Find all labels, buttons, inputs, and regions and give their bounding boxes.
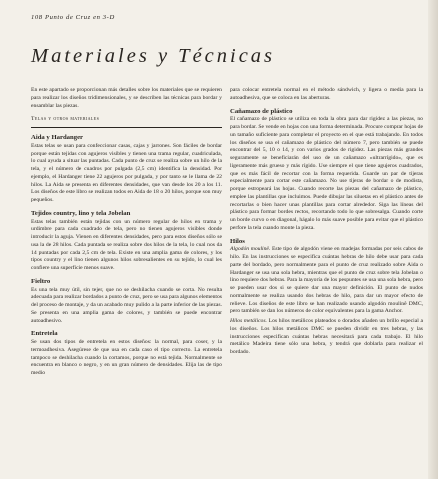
hilos-lead: Algodón moulinê. [230,246,271,253]
carton-paragraph: El cañamazo de plástico se utiliza en toda la obra para dar rigidez a las piezas, no para bordar. Se vende en hojas con una forma determinada. Procure comprar hojas de un tamaño suficiente para completar el proyecto en el que está trabajando. En todos los diseños se usa el cañamazo de plástico del número 7, pero también se puede encontrar del 5, 10 o 14, y con varios grados de rigidez. Las piezas más grandes seguramente se beneficiarán del uso de un cañamazo «ultrarrígido», que es ligeramente más grueso y más rígido. Use siempre el que tiene agujeros cuadrados, que es más fácil de recortar con la forma requerida. Guarde un par de tijeras especialmente para cortar este cañamazo. No use tijeras de bordar o de modista, porque estropeará las hojas. Cuando recorte las piezas del cañamazo de plástico, emplee las plantillas que incluimos. Puede dibujar las siluetas en el plástico antes de recortarlas o bien hacer unas plantillas para cortar alrededor. Siga las líneas del plástico para formar bordes rectos, recortando todo lo que sobresalga. Cuando corte un borde curvo o en diagonal, hágalo lo más suave posible para evitar que el plástico perfore la tela cuando monte la pieza. [230,116,423,231]
continued-paragraph: para colocar entretela normal en el método sándwich, y ligera o media para la autoadhesiva, que se coloca en las aberturas. [230,87,423,101]
metal-lead: Hilos metálicos. [230,318,267,324]
metal-paragraph [230,318,423,357]
fieltro-heading: Fieltro [31,277,51,285]
fieltro-paragraph: Es una tela muy útil, sin tejer, que no se deshilacha cuando se corta. No resulta adecuada para realizar bordados a punto de cruz, pero se usa para algunos elementos del proceso de montaje, y da un acabado muy pulido a la parte inferior de las piezas. Se presenta en una amplia gama de colores, y también se puede encontrar autoadhesivo. [31,286,222,324]
hilos-paragraph [230,246,423,316]
entretela-paragraph: Se usan dos tipos de entretela en estos diseños: la normal, para coser, y la termoadhesiva. Asegúrese de que usa en cada caso el tipo correcto. La entretela tampoco se deshilacha cuando la cortamos, porque no está tejida. Normalmente se encuentra en blanco o negro, y en un gran número de densidades. Elija las de tipo medio [31,339,222,376]
tejidos-heading: Tejidos country, lino y tela Jobelan [31,209,131,217]
section-title: Telas y otros materiales [31,116,100,123]
aida-heading: Aida y Hardanger [31,134,84,141]
carton-heading: Cañamazo de plástico [230,107,293,115]
right-column [230,87,423,359]
tejidos-paragraph: Estas telas también están tejidas con un número regular de hilos en trama y urdimbre para cada cuadrado de tela, pero no tienen agujeros visibles donde introducir la aguja. Vienen en diferentes densidades, pero para estos diseños sólo se usa la de 28 hilos. Cada puntada se realiza sobre dos hilos de la tela, lo cual nos da 14 puntadas por cada 2,5 cm de tela. Existe en una amplia gama de colores, y los tipos country y el lino tienen algunos hilos sobresalientes en su tejido, lo cual les confiere una superficie menos suave. [31,218,222,271]
metal-text: Los hilos metálicos plateados o dorados añaden un brillo especial a los diseños. Los hilos metálicos DMC se pueden dividir en tres hebras, y las instrucciones especifican cuántas hebras necesitará para cada trabajo. El hilo metálico Madeira tiene sólo una hebra, y tendrá que doblarla para realizar el bordado. [230,318,423,355]
intro-paragraph: En este apartado se proporcionan más detalles sobre los materiales que se requieren para realizar los diseños tridimensionales, y se describen las técnicas para bordar y ensamblar las piezas. [31,87,222,109]
page-edge [428,0,438,479]
entretela-heading: Entretela [31,330,58,338]
hilos-text: Este tipo de algodón viene en madejas formadas por seis cabos de hilo. En las instrucciones se especifica cuántas hebras de hilo debe usar para cada parte del bordado, pero normalmente para el punto de cruz realizado sobre Aida o Hardanger se usa una sola hebra, mientras que el punto de cruz sobre tela Jobelan o lino requiere dos hebras. Para la mayoría de los pespuntes se usa una sola hebra, pero se pueden usar dos si se quiere dar una mayor definición. El punto de nudos normalmente se realiza usando dos hebras de hilo, para dar un mayor efecto de relieve. Los diseños de este libro se han realizado usando algodón moulinê DMC, pero también se dan los números de color equivalentes para la gama Anchor. [230,246,423,315]
running-head: 108 Punto de Cruz en 3-D [31,14,115,21]
hilos-heading: Hilos [230,237,245,245]
aida-paragraph: Estas telas se usan para confeccionar casas, cajas y jarrones. Son fáciles de bordar porque están tejidas con agujeros visibles y tienen una trama regular, cuadriculada, lo cual ayuda a situar las puntadas. Cada punto de cruz se realiza sobre un hilo de la tela, y el número de cuadros por pulgada (2,5 cm) identifica la densidad. Por ejemplo, el Hardanger tiene 22 agujeros por pulgada, y por tanto se le llama de 22 hilos. La Aida se presenta en diferentes densidades, que van desde los 20 a los 11. Los diseños de este libro se realizan todos en Aida de 18 o 20 hilos, porque son muy pequeños. [31,142,222,203]
left-column [31,87,222,380]
section-rule [31,127,222,128]
page-title: Materiales y Técnicas [31,45,276,67]
